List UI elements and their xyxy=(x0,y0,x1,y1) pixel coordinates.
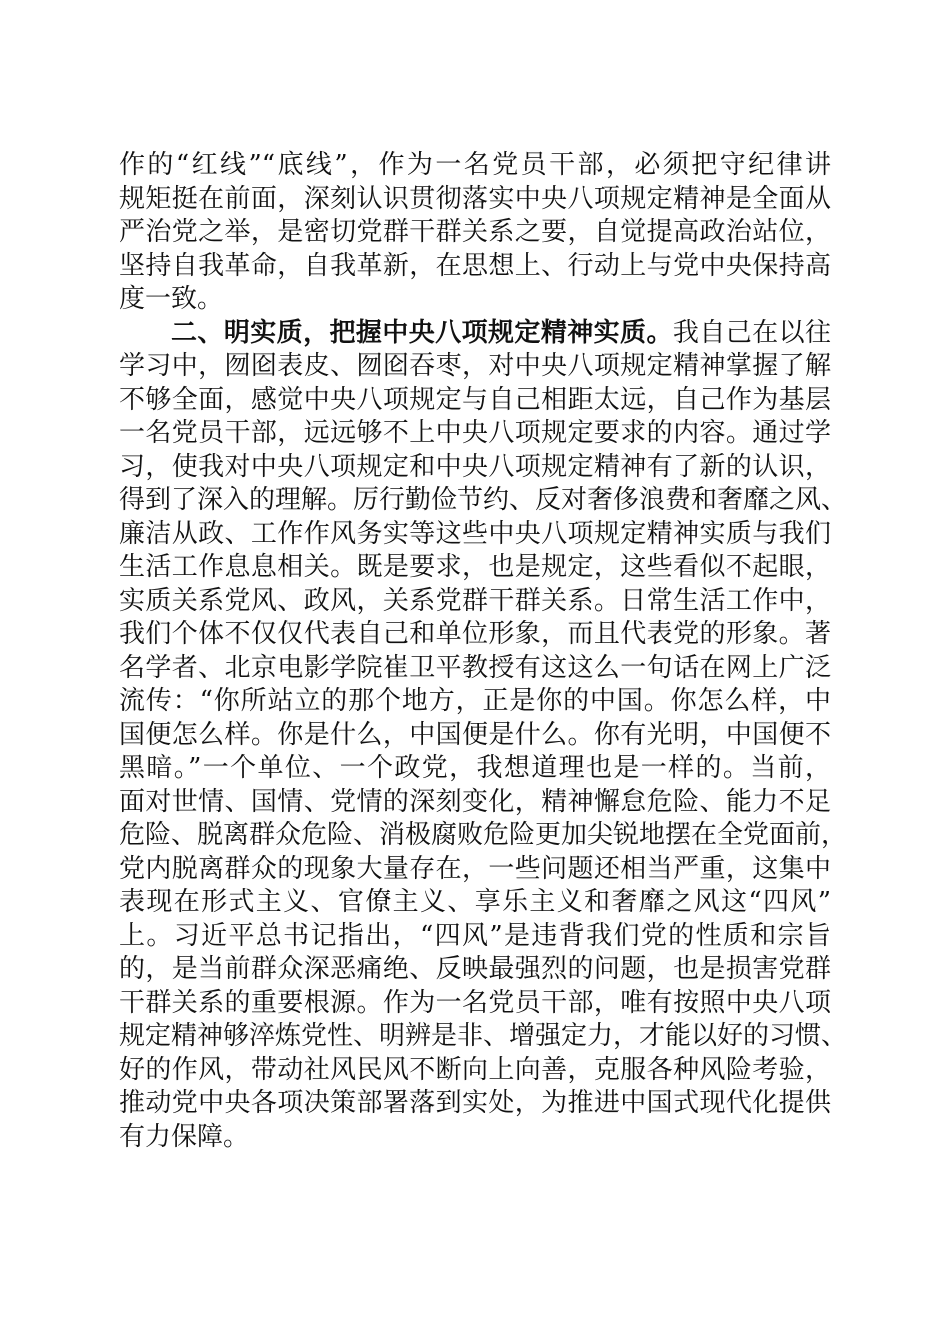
text-line: 流传：“你所站立的那个地方，正是你的中国。你怎么样，中 xyxy=(119,686,831,716)
text-line: 推动党中央各项决策部署落到实处，为推进中国式现代化提供 xyxy=(119,1088,831,1118)
text-line: 得到了深入的理解。厉行勤俭节约、反对奢侈浪费和奢靡之风、 xyxy=(119,485,848,515)
text-line: 习，使我对中央八项规定和中央八项规定精神有了新的认识， xyxy=(119,451,831,482)
text-line: 规矩挺在前面，深刻认识贯彻落实中央八项规定精神是全面从 xyxy=(119,183,831,214)
text-line: 不够全面，感觉中央八项规定与自己相距太远，自己作为基层 xyxy=(119,384,831,415)
text-line: 严治党之举，是密切党群干群关系之要，自觉提高政治站位， xyxy=(119,217,831,247)
text-line: 面对世情、国情、党情的深刻变化，精神懈怠危险、能力不足 xyxy=(119,786,831,817)
text-line: 生活工作息息相关。既是要求，也是规定，这些看似不起眼， xyxy=(119,552,831,582)
text-line: 表现在形式主义、官僚主义、享乐主义和奢靡之风这“四风” xyxy=(119,887,831,917)
text-line: 有力保障。 xyxy=(119,1121,250,1152)
paragraph-1 xyxy=(119,149,831,317)
text-line: 上。习近平总书记指出，“四风”是违背我们党的性质和宗旨 xyxy=(119,920,831,951)
text-line: 度一致。 xyxy=(119,284,224,314)
text-line: 廉洁从政、工作作风务实等这些中央八项规定精神实质与我们 xyxy=(119,518,831,549)
text-line: 危险、脱离群众危险、消极腐败危险更加尖锐地摆在全党面前， xyxy=(119,820,848,850)
section-heading: 二、明实质，把握中央八项规定精神实质。 xyxy=(171,317,673,348)
body-text xyxy=(119,149,848,1154)
text-line: 规定精神够淬炼党性、明辨是非、增强定力，才能以好的习惯、 xyxy=(119,1021,848,1051)
heading-line-rest: 我自己在以往 xyxy=(672,317,831,348)
section-heading-line xyxy=(119,317,831,351)
text-line: 名学者、北京电影学院崔卫平教授有这这么一句话在网上广泛 xyxy=(119,652,831,683)
text-line: 一名党员干部，远远够不上中央八项规定要求的内容。通过学 xyxy=(119,418,831,448)
text-line: 国便怎么样。你是什么，中国便是什么。你有光明，中国便不 xyxy=(119,719,831,750)
text-line: 我们个体不仅仅代表自己和单位形象，而且代表党的形象。著 xyxy=(119,619,831,649)
text-line: 学习中，囫囵表皮、囫囵吞枣，对中央八项规定精神掌握了解 xyxy=(119,351,831,381)
text-line: 黑暗。”一个单位、一个政党，我想道理也是一样的。当前， xyxy=(119,753,831,783)
text-line: 干群关系的重要根源。作为一名党员干部，唯有按照中央八项 xyxy=(119,987,831,1018)
paragraph-2 xyxy=(119,317,848,1155)
text-line: 的，是当前群众深恶痛绝、反映最强烈的问题，也是损害党群 xyxy=(119,954,831,984)
text-line: 坚持自我革命，自我革新，在思想上、行动上与党中央保持高 xyxy=(119,250,831,281)
text-line: 作的“红线”“底线”，作为一名党员干部，必须把守纪律讲 xyxy=(119,150,831,180)
text-line: 党内脱离群众的现象大量存在，一些问题还相当严重，这集中 xyxy=(119,853,831,884)
text-line: 好的作风，带动社风民风不断向上向善，克服各种风险考验， xyxy=(119,1054,831,1085)
text-line: 实质关系党风、政风，关系党群干群关系。日常生活工作中， xyxy=(119,585,831,616)
